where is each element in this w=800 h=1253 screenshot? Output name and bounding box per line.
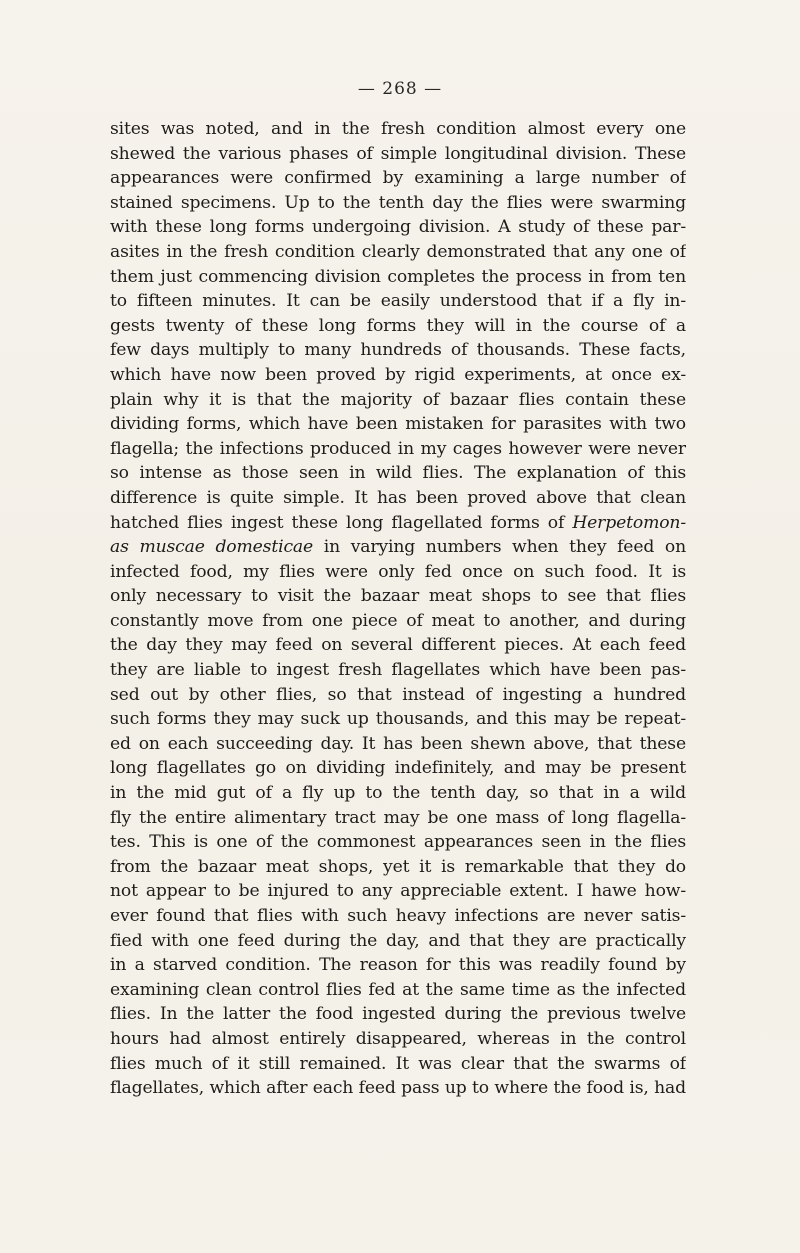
text-line: so intense as those seen in wild flies. The explanation of this [110, 463, 686, 484]
text-line: ed on each succeeding day. It has been shewn above, that these [110, 733, 686, 754]
text-line: stained specimens. Up to the tenth day the flies were swarming [110, 192, 686, 213]
text-line: dividing forms, which have been mistaken for parasites with two [110, 414, 686, 435]
text-line: ever found that flies with such heavy infections are never satis- [110, 906, 686, 926]
page-number: — 268 — [357, 79, 443, 99]
text-line: flagella; the infections produced in my cages however were never [110, 438, 686, 459]
text-line: such forms they may suck up thousands, and this may be repeat- [110, 709, 686, 730]
text-line: constantly move from one piece of meat to another, and during [110, 610, 686, 631]
body-text [110, 117, 686, 1101]
text-line: sed out by other flies, so that instead of ingesting a hundred [110, 684, 686, 705]
text-line: the day they may feed on several different pieces. At each feed [110, 635, 686, 656]
text-line: in a starved condition. The reason for this was readily found by [110, 955, 686, 976]
text-line: flagellates, which after each feed pass up to where the food is, had [110, 1078, 686, 1099]
species-name-italic: Herpetomon- [572, 512, 686, 533]
text-line: fied with one feed during the day, and that they are practically [110, 930, 686, 951]
text-line: gests twenty of these long forms they will in the course of a [110, 315, 686, 336]
text-line: hours had almost entirely disappeared, whereas in the control [110, 1028, 686, 1049]
text-fragment: hatched flies ingest these long flagellated forms of [110, 512, 573, 533]
text-line: only necessary to visit the bazaar meat shops to see that flies [110, 586, 686, 607]
text-line: examining clean control flies fed at the same time as the infected [110, 979, 686, 1000]
text-line: long flagellates go on dividing indefinitely, and may be present [110, 758, 686, 779]
text-line: flies much of it still remained. It was clear that the swarms of [110, 1053, 686, 1074]
text-line: fly the entire alimentary tract may be one mass of long flagella- [110, 807, 686, 828]
text-line: them just commencing division completes the process in from ten [110, 266, 686, 287]
text-line: plain why it is that the majority of bazaar flies contain these [110, 389, 686, 410]
text-line-italic-mixed [110, 511, 686, 536]
text-line: shewed the various phases of simple longitudinal division. These [110, 143, 686, 164]
text-line: sites was noted, and in the fresh condition almost every one [110, 119, 686, 139]
text-line: to fifteen minutes. It can be easily understood that if a fly in- [110, 291, 686, 312]
text-line: few days multiply to many hundreds of thousands. These facts, [110, 340, 686, 361]
text-line: not appear to be injured to any appreciable extent. I hawe how- [110, 881, 686, 902]
text-line: tes. This is one of the commonest appearances seen in the flies [110, 832, 686, 853]
text-line: asites in the fresh condition clearly demonstrated that any one of [110, 241, 686, 262]
text-line: which have now been proved by rigid experiments, at once ex- [110, 364, 686, 385]
text-line: from the bazaar meat shops, yet it is remarkable that they do [110, 856, 686, 877]
text-line-italic-mixed [110, 535, 686, 560]
text-line: difference is quite simple. It has been proved above that clean [110, 487, 686, 508]
text-line: with these long forms undergoing division. A study of these par- [110, 217, 686, 238]
text-fragment: in varying numbers when they feed on [313, 537, 686, 558]
species-name-italic: as muscae domesticae [110, 537, 314, 558]
text-line: infected food, my flies were only fed once on such food. It is [110, 561, 686, 582]
text-line: they are liable to ingest fresh flagellates which have been pas- [110, 660, 686, 681]
text-line: in the mid gut of a fly up to the tenth day, so that in a wild [110, 783, 686, 804]
text-line: appearances were confirmed by examining a large number of [110, 168, 686, 189]
text-line: flies. In the latter the food ingested during the previous twelve [110, 1004, 686, 1025]
